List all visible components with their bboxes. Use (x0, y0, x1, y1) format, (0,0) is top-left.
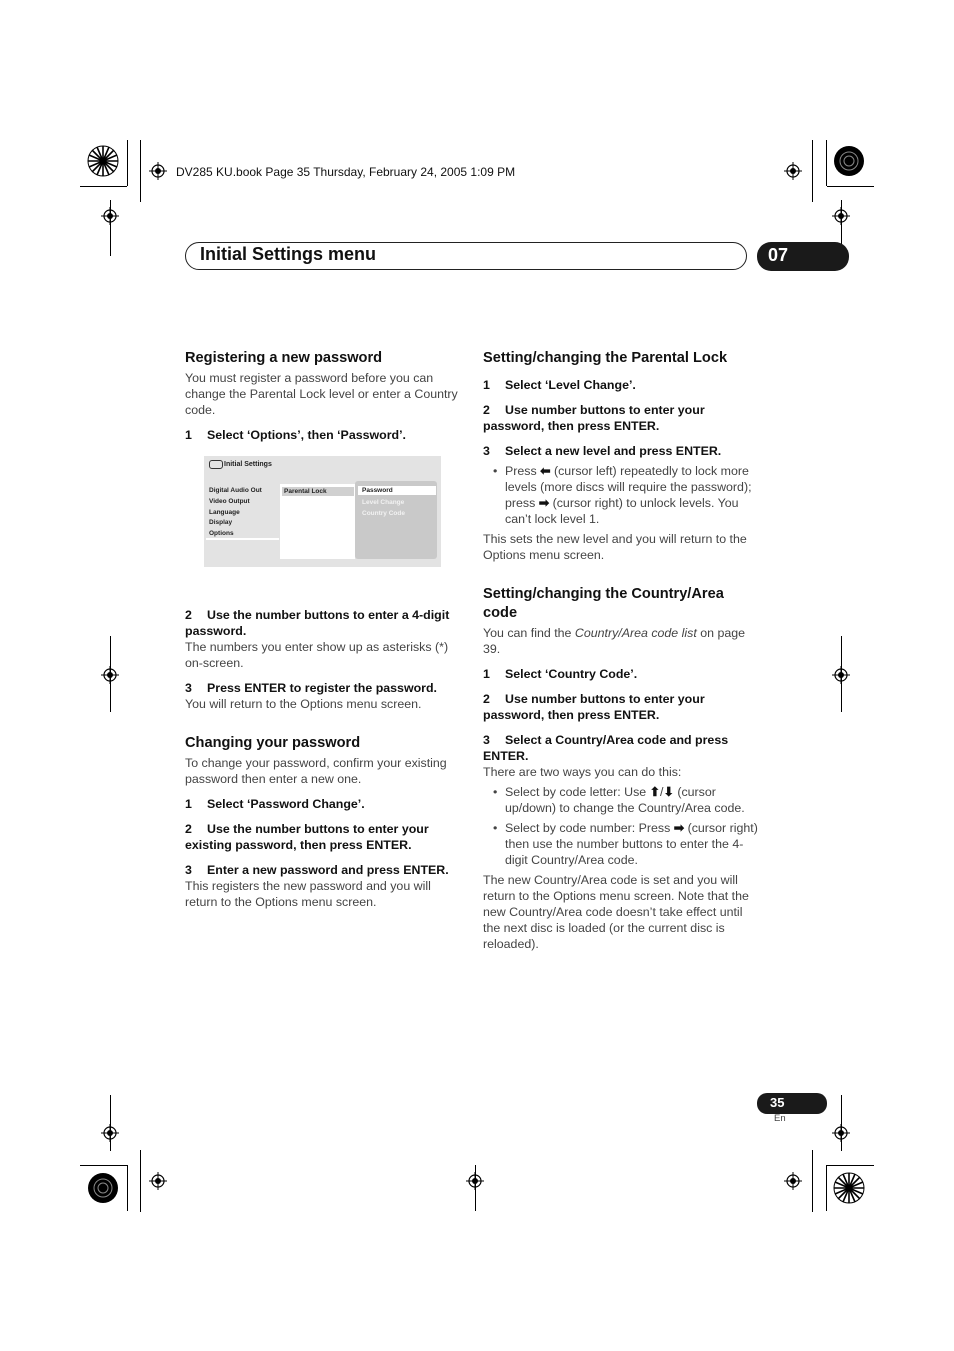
page-language: En (774, 1113, 786, 1124)
step-item (185, 607, 463, 639)
step-item (185, 680, 463, 696)
step-number: 3 (483, 733, 490, 747)
body-text: There are two ways you can do this: (483, 765, 682, 779)
registration-crosshair-icon (832, 207, 850, 225)
bullet-item: • Select by code letter: Use ⬆/⬇ (cursor up/down) to change the Country/Area code. (505, 784, 761, 816)
registration-sunburst-icon (87, 145, 119, 177)
chapter-title: Initial Settings menu (200, 244, 377, 264)
screen-title: Initial Settings (224, 461, 272, 468)
print-header: DV285 KU.book Page 35 Thursday, February 24, 2005 1:09 PM (176, 165, 516, 179)
step-item (185, 862, 463, 878)
registration-crosshair-icon (101, 207, 119, 225)
step-text: Enter a new password and press ENTER. (207, 863, 449, 877)
registration-target-icon (87, 1172, 119, 1204)
body-text: To change your password, confirm your existing password then enter a new one. (185, 756, 447, 786)
section-heading: Setting/changing the Parental Lock (483, 350, 728, 366)
arrow-right-icon: ➡ (538, 496, 550, 510)
step-number: 1 (185, 797, 192, 811)
step-text: Select ‘Country Code’. (505, 667, 638, 681)
bullet-list (483, 784, 761, 868)
step-text: Select ‘Level Change’. (505, 378, 636, 392)
step-item (185, 427, 463, 443)
body-text: The numbers you enter show up as asterisks (*) on-screen. (185, 640, 449, 670)
step-text: Use the number buttons to enter your existing password, then press ENTER. (185, 822, 429, 852)
registration-sunburst-icon (833, 1172, 865, 1204)
step-number: 2 (483, 692, 490, 706)
intro-italic-text: Country/Area code list (574, 626, 697, 640)
registration-crosshair-icon (832, 666, 850, 684)
screen-menu-item: Video Output (209, 497, 250, 505)
step-item (483, 443, 761, 459)
left-column (185, 349, 463, 910)
arrow-left-icon: ⬅ (540, 464, 551, 478)
body-text: This sets the new level and you will return to the Options menu screen. (483, 532, 747, 562)
section-heading: Setting/changing the Country/Area code (483, 586, 724, 621)
step-text: Select ‘Options’, then ‘Password’. (207, 428, 406, 442)
step-number: 2 (483, 403, 490, 417)
bullet-item (505, 820, 761, 868)
step-number: 1 (483, 667, 490, 681)
screen-option-item: Country Code (362, 510, 405, 517)
step-number: 3 (185, 863, 192, 877)
page-number-badge (757, 1093, 827, 1114)
page-number: 35 (770, 1095, 785, 1110)
step-number: 2 (185, 608, 192, 622)
section-heading: Registering a new password (185, 350, 383, 366)
step-text: Select ‘Password Change’. (207, 797, 365, 811)
body-text: The new Country/Area code is set and you will return to the Options menu screen. Note that the new Country/Area code doesn’t take effect until the next disc is loaded (or the current disc is reloaded). (483, 873, 749, 951)
step-number: 1 (483, 378, 490, 392)
registration-crosshair-icon (149, 1172, 167, 1190)
registration-crosshair-icon (466, 1172, 484, 1190)
chapter-number: 07 (768, 245, 789, 265)
step-item (483, 377, 761, 393)
section-heading: Changing your password (185, 735, 361, 751)
step-item (185, 821, 463, 853)
screen-right-options (362, 497, 405, 519)
bullet-list (483, 463, 761, 527)
step-text: Use number buttons to enter your password, then press ENTER. (483, 692, 705, 722)
bullet-text: Select by code number: Press (505, 821, 671, 835)
body-text: You must register a password before you can change the Parental Lock level or enter a Country code. (185, 371, 458, 417)
step-number: 1 (185, 428, 192, 442)
arrow-right-icon: ➡ (673, 821, 685, 835)
screen-menu-item: Digital Audio Out (209, 487, 262, 494)
registration-target-icon (833, 145, 865, 177)
step-item (483, 732, 761, 764)
intro-text: on page 39. (483, 626, 746, 656)
step-number: 2 (185, 822, 192, 836)
bullet-text: (cursor up/down) to change the Country/Area code. (505, 785, 745, 815)
screen-menu-item: Display (209, 519, 233, 527)
disc-icon (209, 460, 223, 469)
right-column (483, 349, 761, 952)
step-item (483, 402, 761, 434)
screen-menu-item: Language (209, 508, 240, 516)
bullet-item (505, 463, 761, 527)
registration-crosshair-icon (784, 162, 802, 180)
bullet-text: (cursor right) then use the number buttons to enter the 4-digit Country/Area code. (505, 821, 758, 867)
arrow-down-icon: ⬇ (663, 785, 674, 799)
registration-crosshair-icon (149, 162, 167, 180)
bullet-text: Select by code letter: Use (505, 785, 647, 799)
step-number: 3 (185, 681, 192, 695)
registration-crosshair-icon (832, 1124, 850, 1142)
step-text: Use number buttons to enter your password, then press ENTER. (483, 403, 705, 433)
step-item (483, 666, 761, 682)
body-text: You will return to the Options menu screen. (185, 697, 422, 711)
intro-text: You can find the (483, 626, 572, 640)
registration-crosshair-icon (101, 666, 119, 684)
screen-menu-list (209, 486, 262, 540)
screen-password-item: Password (358, 486, 436, 495)
body-text: This registers the new password and you will return to the Options menu screen. (185, 879, 431, 909)
registration-crosshair-icon (784, 1172, 802, 1190)
body-text (483, 625, 761, 657)
bullet-text: Press (505, 464, 537, 478)
screen-menu-item: Options (209, 530, 234, 538)
step-item (483, 691, 761, 723)
bullet-text: (cursor right) to unlock levels. You can’t lock level 1. (505, 496, 739, 526)
step-text: Use the number buttons to enter a 4-digit password. (185, 608, 450, 638)
screen-option-item: Level Change (362, 499, 405, 506)
screen-parental-lock-item: Parental Lock (282, 487, 354, 496)
step-number: 3 (483, 444, 490, 458)
registration-crosshair-icon (101, 1124, 119, 1142)
step-text: Press ENTER to register the password. (207, 681, 437, 695)
step-item (185, 796, 463, 812)
bullet-text: (cursor left) repeatedly to lock more levels (more discs will require the password); press (505, 464, 752, 510)
step-text: Select a new level and press ENTER. (505, 444, 722, 458)
arrow-up-icon: ⬆ (649, 785, 661, 799)
step-text: Select a Country/Area code and press ENTER. (483, 733, 729, 763)
